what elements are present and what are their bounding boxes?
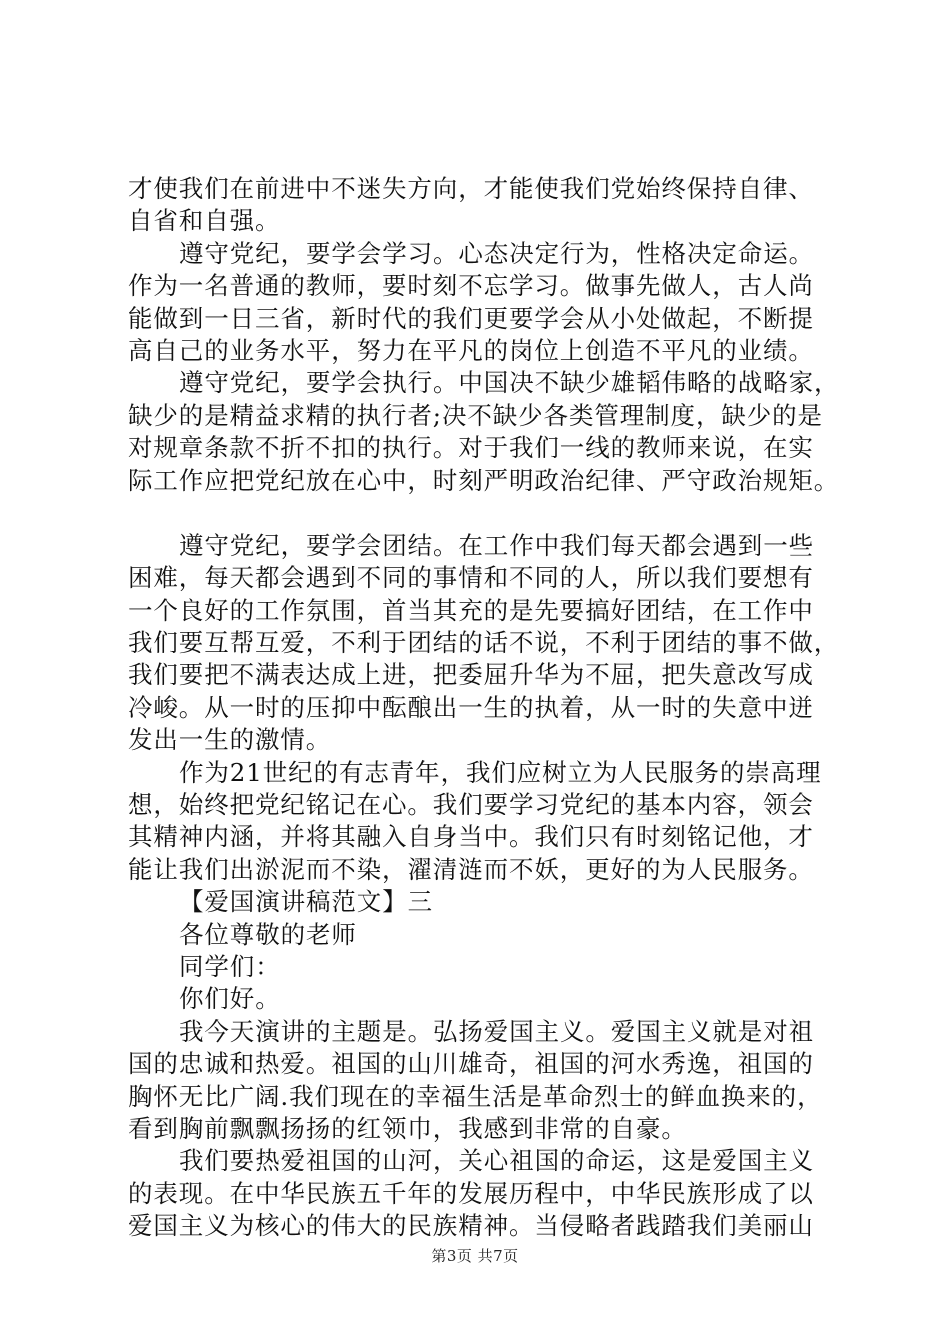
text-line: 同学们： (179, 951, 281, 981)
text-line: 能让我们出淤泥而不染，濯清涟而不妖，更好的为人民服务。 (128, 854, 814, 884)
text-line: 你们好。 (179, 984, 281, 1014)
text-line: 我们要热爱祖国的山河，关心祖国的命运，这是爱国主义 (179, 1146, 814, 1176)
text-line: 际工作应把党纪放在心中，时刻严明政治纪律、严守政治规矩。 (128, 465, 840, 495)
greeting (128, 983, 838, 1015)
text-line: 一个良好的工作氛围，首当其充的是先要搞好团结，在工作中 (128, 595, 814, 625)
salutation-teachers (128, 919, 838, 951)
text-line: 各位尊敬的老师 (179, 919, 357, 949)
text-line: 其精神内涵，并将其融入自身当中。我们只有时刻铭记他，才 (128, 822, 814, 852)
text-line: 困难，每天都会遇到不同的事情和不同的人，所以我们要想有 (128, 563, 814, 593)
paragraph-6 (128, 1016, 838, 1146)
section-heading (128, 886, 838, 918)
text-line: 的表现。在中华民族五千年的发展历程中，中华民族形成了以 (128, 1178, 814, 1208)
text-line: 才使我们在前进中不迷失方向，才能使我们党始终保持自律、 (128, 174, 814, 203)
paragraph-5 (128, 757, 838, 887)
text-line: 对规章条款不折不扣的执行。对于我们一线的教师来说，在实 (128, 433, 814, 463)
text-line: 胸怀无比广阔.我们现在的幸福生活是革命烈士的鲜血换来的， (128, 1081, 823, 1111)
document-body (128, 173, 838, 1243)
text-line: 自省和自强。 (128, 206, 281, 236)
text-line: 高自己的业务水平，努力在平凡的岗位上创造不平凡的业绩。 (128, 335, 814, 365)
text-line: 我们要互帮互爱，不利于团结的话不说，不利于团结的事不做， (128, 628, 840, 658)
text-line: 看到胸前飘飘扬扬的红领巾，我感到非常的自豪。 (128, 1113, 687, 1143)
text-line: 缺少的是精益求精的执行者;决不缺少各类管理制度，缺少的是 (128, 400, 823, 430)
text-line: 我们要把不满表达成上进，把委屈升华为不屈，把失意改写成 (128, 660, 814, 690)
text-line: 能做到一日三省，新时代的我们更要学会从小处做起，不断提 (128, 303, 814, 333)
text-line: 想，始终把党纪铭记在心。我们要学习党纪的基本内容，领会 (128, 790, 814, 820)
paragraph-3 (128, 367, 838, 497)
page-footer (0, 1245, 950, 1266)
paragraph-gap (128, 497, 838, 530)
text-line: 遵守党纪，要学会学习。心态决定行为，性格决定命运。 (179, 238, 814, 268)
text-line: 冷峻。从一时的压抑中酝酿出一生的执着，从一时的失意中迸 (128, 692, 814, 722)
text-line: 作为21世纪的有志青年，我们应树立为人民服务的崇高理 (179, 757, 822, 787)
text-line: 作为一名普通的教师，要时刻不忘学习。做事先做人，古人尚 (128, 271, 814, 301)
paragraph-2 (128, 238, 838, 368)
text-line: 国的忠诚和热爱。祖国的山川雄奇，祖国的河水秀逸，祖国的 (128, 1049, 814, 1079)
text-line: 我今天演讲的主题是。弘扬爱国主义。爱国主义就是对祖 (179, 1016, 814, 1046)
text-line: 【爱国演讲稿范文】三 (179, 887, 433, 917)
paragraph-4 (128, 530, 838, 757)
text-line: 发出一生的激情。 (128, 725, 332, 755)
text-line: 爱国主义为核心的伟大的民族精神。当侵略者践踏我们美丽山 (128, 1211, 814, 1241)
text-line: 遵守党纪，要学会执行。中国决不缺少雄韬伟略的战略家， (179, 368, 840, 398)
page-number: 第3页 共7页 (431, 1247, 519, 1265)
paragraph-1 (128, 173, 838, 238)
paragraph-7 (128, 1145, 838, 1242)
salutation-students (128, 951, 838, 983)
text-line: 遵守党纪，要学会团结。在工作中我们每天都会遇到一些 (179, 530, 814, 560)
